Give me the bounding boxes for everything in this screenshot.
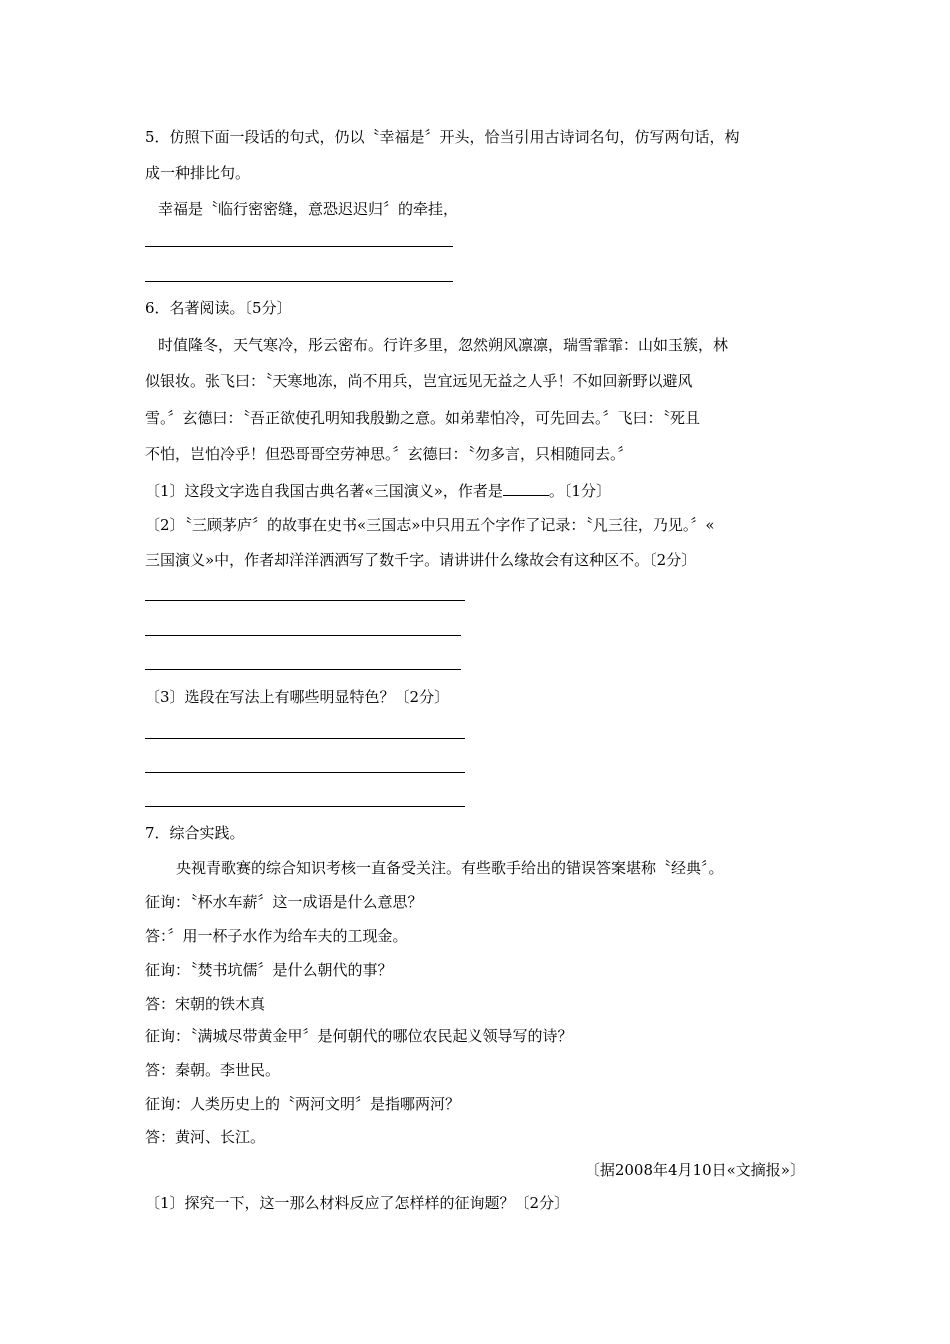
answer-line[interactable] bbox=[145, 635, 461, 636]
answer-line[interactable] bbox=[145, 738, 465, 739]
answer-line[interactable] bbox=[145, 246, 453, 247]
q7-qa-line: 征询：〝焚书坑儒〞是什么朝代的事？ bbox=[145, 961, 393, 979]
q5-example: 幸福是〝临行密密缝，意恐迟迟归〞的牵挂， bbox=[158, 200, 459, 218]
q7-qa-line: 征询：〝杯水车薪〞这一成语是什么意思？ bbox=[145, 893, 423, 911]
q6-title: 6．名著阅读。〔5分〕 bbox=[145, 299, 292, 317]
q5-line-1: 5．仿照下面一段话的句式，仍以〝幸福是〞开头，恰当引用古诗词名句，仿写两句话，构 bbox=[145, 128, 740, 146]
q6-passage-line: 似银妆。张飞曰：〝天寒地冻，尚不用兵，岂宜远见无益之人乎！不如回新野以避风 bbox=[145, 372, 693, 390]
q7-qa-line: 征询：人类历史上的〝两河文明〞是指哪两河？ bbox=[145, 1095, 461, 1113]
q7-qa-line: 答：宋朝的铁木真 bbox=[145, 995, 266, 1013]
q5-line-2: 成一种排比句。 bbox=[145, 164, 251, 182]
q7-qa-line: 答：黄河、长江。 bbox=[145, 1128, 266, 1146]
answer-line[interactable] bbox=[145, 600, 465, 601]
q6-passage-line: 时值隆冬，天气寒冷，彤云密布。行许多里，忽然朔风凛凛，瑞雪霏霏：山如玉簇，林 bbox=[158, 336, 729, 354]
q6-sub1 bbox=[145, 481, 611, 501]
q6-sub1-text: 〔1〕这段文字选自我国古典名著«三国演义»，作者是 bbox=[145, 482, 503, 500]
q6-sub1-score: 。〔1分〕 bbox=[548, 482, 611, 500]
q7-qa-line: 答：秦朝。李世民。 bbox=[145, 1061, 281, 1079]
q7-source: 〔据2008年4月10日«文摘报»〕 bbox=[584, 1161, 805, 1179]
q7-intro: 央视青歌赛的综合知识考核一直备受关注。有些歌手给出的错误答案堪称〝经典〞。 bbox=[176, 859, 724, 877]
answer-line[interactable] bbox=[145, 806, 465, 807]
q6-sub2-line-2: 三国演义»中，作者却洋洋洒洒写了数千字。请讲讲什么缘故会有这种区不。〔2分〕 bbox=[145, 551, 697, 569]
q7-qa-line: 征询：〝满城尽带黄金甲〞是何朝代的哪位农民起义领导写的诗？ bbox=[145, 1027, 573, 1045]
q6-sub2-line-1: 〔2〕〝三顾茅庐〞的故事在史书«三国志»中只用五个字作了记录：〝凡三往，乃见。〞« bbox=[145, 516, 715, 534]
q6-passage-line: 不怕，岂怕冷乎！但恐哥哥空劳神思。〞玄德曰：〝勿多言，只相随同去。〞 bbox=[145, 445, 633, 463]
q6-sub3: 〔3〕选段在写法上有哪些明显特色？〔2分〕 bbox=[145, 688, 450, 706]
answer-line[interactable] bbox=[145, 669, 461, 670]
author-blank[interactable] bbox=[503, 481, 549, 496]
q6-passage-line: 雪。〞玄德曰：〝吾正欲使孔明知我殷勤之意。如弟辈怕冷，可先回去。〞飞曰：〝死且 bbox=[145, 409, 701, 427]
answer-line[interactable] bbox=[145, 281, 453, 282]
q7-qa-line: 答：〞用一杯子水作为给车夫的工现金。 bbox=[145, 927, 408, 945]
answer-line[interactable] bbox=[145, 772, 465, 773]
q7-sub1: 〔1〕探究一下，这一那么材料反应了怎样样的征询题？〔2分〕 bbox=[145, 1194, 570, 1212]
q7-title: 7．综合实践。 bbox=[145, 824, 245, 842]
